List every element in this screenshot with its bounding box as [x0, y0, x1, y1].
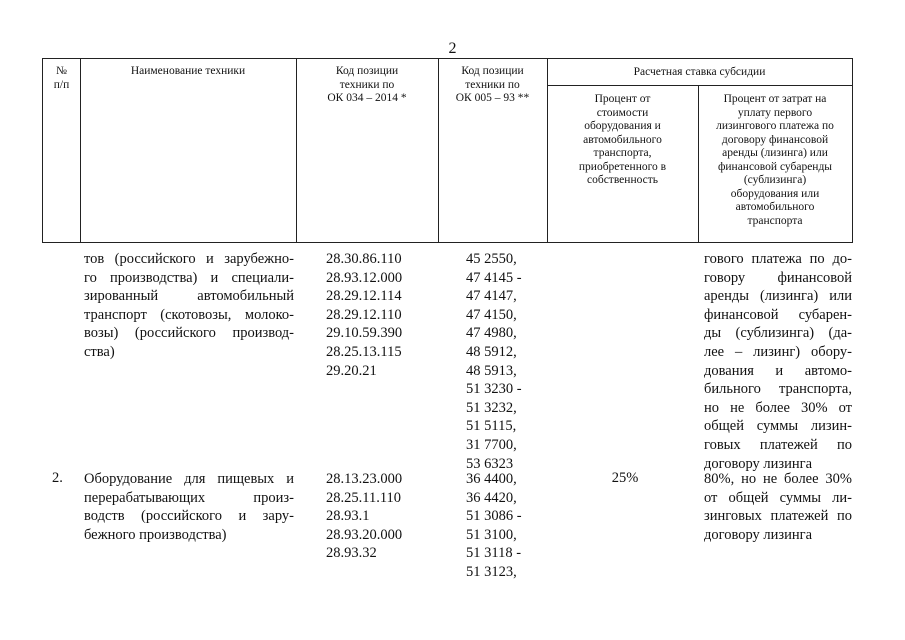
code: 29.10.59.390	[326, 325, 403, 342]
header-line: автомобильного	[735, 201, 815, 213]
code: 28.93.1	[326, 508, 370, 525]
text-line: общей суммы лизин-	[704, 418, 852, 435]
code: 48 5913,	[466, 362, 517, 379]
code: 51 3100,	[466, 526, 517, 543]
code: 36 4400,	[466, 471, 517, 487]
text-line: бильного транспорта,	[704, 381, 852, 398]
table-header	[42, 58, 853, 243]
header-line: уплату первого	[737, 106, 813, 119]
code: 51 3118 -	[466, 545, 522, 562]
text-line: говору финансовой	[704, 269, 852, 286]
text-line: тов (российского и зарубежно-	[84, 251, 294, 267]
code: 28.93.32	[326, 545, 377, 562]
code: 53 6323	[466, 455, 514, 472]
header-line: Код позиции	[335, 65, 399, 77]
header-number	[43, 65, 80, 92]
code: 28.29.12.114	[326, 288, 402, 305]
header-line: автомобильного	[583, 133, 662, 146]
header-line: Процент от	[594, 93, 651, 105]
code: 47 4145 -	[466, 269, 522, 286]
row-2-rate-leasing	[704, 470, 852, 544]
header-line: (сублизинга)	[743, 174, 807, 186]
code: 28.93.20.000	[326, 526, 403, 543]
code: 51 3232,	[466, 399, 517, 416]
row-1-codes-ok034	[326, 250, 436, 380]
code: 51 3230 -	[466, 381, 522, 398]
header-line: лизингового платежа по	[716, 120, 834, 132]
text-line: аренды (лизинга) или	[704, 288, 852, 305]
code: 29.20.21	[326, 362, 377, 379]
text-line: лее – лизинг) обору-	[704, 343, 852, 360]
code: 28.93.12.000	[326, 269, 403, 286]
page-number: 2	[448, 40, 457, 57]
header-line: техники по	[465, 78, 520, 91]
code: 47 4980,	[466, 325, 517, 342]
text-line: Оборудование для пищевых и	[84, 471, 294, 487]
row-2-codes-ok034	[326, 470, 436, 563]
text-line: го производства) и специали-	[84, 269, 294, 286]
header-line: финансовой субаренды	[717, 160, 833, 173]
text-line: перерабатывающих произ-	[84, 489, 294, 506]
code: 28.25.11.110	[326, 489, 402, 506]
header-divider	[547, 85, 852, 86]
code: 47 4150,	[466, 306, 517, 323]
header-rate-leasing	[698, 93, 852, 228]
header-line: Код позиции	[461, 65, 524, 77]
header-rate-own	[547, 93, 698, 188]
text-line: ды (сублизинга) (да-	[704, 325, 852, 342]
header-line: ОК 034 – 2014 *	[327, 92, 407, 104]
text-line: зинговых платежей по	[704, 508, 852, 525]
text-line: возы) (российского производ-	[84, 325, 294, 342]
code: 51 5115,	[466, 418, 517, 435]
text-line: финансовой субарен-	[704, 306, 852, 323]
text-line: но не более 30% от	[704, 399, 852, 416]
text-line: договору лизинга	[704, 526, 813, 543]
header-line: Процент от затрат на	[723, 93, 827, 105]
row-1-name	[84, 250, 294, 362]
row-1-rate-leasing	[704, 250, 852, 473]
header-line: договору финансовой	[721, 133, 829, 146]
text-line: гового платежа по до-	[704, 251, 852, 267]
header-line: №	[56, 65, 67, 77]
row-1-codes-ok005	[466, 250, 546, 473]
text-line: говых платежей по	[704, 436, 852, 453]
header-line: стоимости	[596, 106, 649, 119]
code: 45 2550,	[466, 251, 517, 267]
code: 51 3123,	[466, 563, 517, 580]
header-name: Наименование техники	[130, 65, 246, 77]
code: 47 4147,	[466, 288, 517, 305]
header-line: оборудования или	[730, 187, 820, 200]
text-line: транспорт (скотовозы, молоко-	[84, 306, 294, 323]
code: 28.30.86.110	[326, 251, 402, 267]
text-line: договору лизинга	[704, 455, 813, 472]
code: 31 7700,	[466, 436, 517, 453]
row-2-rate-own: 25%	[611, 470, 639, 486]
code: 28.25.13.115	[326, 343, 402, 360]
row-2-number: 2.	[52, 470, 63, 486]
text-line: от общей суммы ли-	[704, 489, 852, 506]
header-line: п/п	[53, 78, 70, 91]
text-line: бежного производства)	[84, 526, 227, 543]
code: 36 4420,	[466, 489, 517, 506]
text-line: дования и автомо-	[704, 362, 852, 379]
header-line: ОК 005 – 93 **	[455, 92, 530, 104]
header-line: аренды (лизинга) или	[722, 147, 828, 159]
text-line: 80%, но не более 30%	[704, 471, 852, 487]
code: 28.29.12.110	[326, 306, 402, 323]
text-line: ства)	[84, 343, 115, 360]
header-line: приобретенного в	[578, 160, 667, 173]
header-line: собственность	[586, 174, 659, 186]
code: 48 5912,	[466, 343, 517, 360]
header-line: оборудования и	[584, 120, 661, 132]
code: 51 3086 -	[466, 508, 522, 525]
row-2-codes-ok005	[466, 470, 546, 582]
text-line: зированный автомобильный	[84, 288, 294, 305]
header-rate: Расчетная ставка субсидии	[633, 66, 766, 78]
code: 28.13.23.000	[326, 471, 403, 487]
header-line: транспорта	[747, 214, 803, 227]
header-line: транспорта,	[593, 147, 652, 159]
header-line: техники по	[339, 78, 395, 91]
header-code-ok005	[438, 65, 547, 106]
header-code-ok034	[296, 65, 438, 106]
text-line: водств (российского и зару-	[84, 508, 294, 525]
row-2-name	[84, 470, 294, 544]
header-divider	[80, 59, 81, 242]
